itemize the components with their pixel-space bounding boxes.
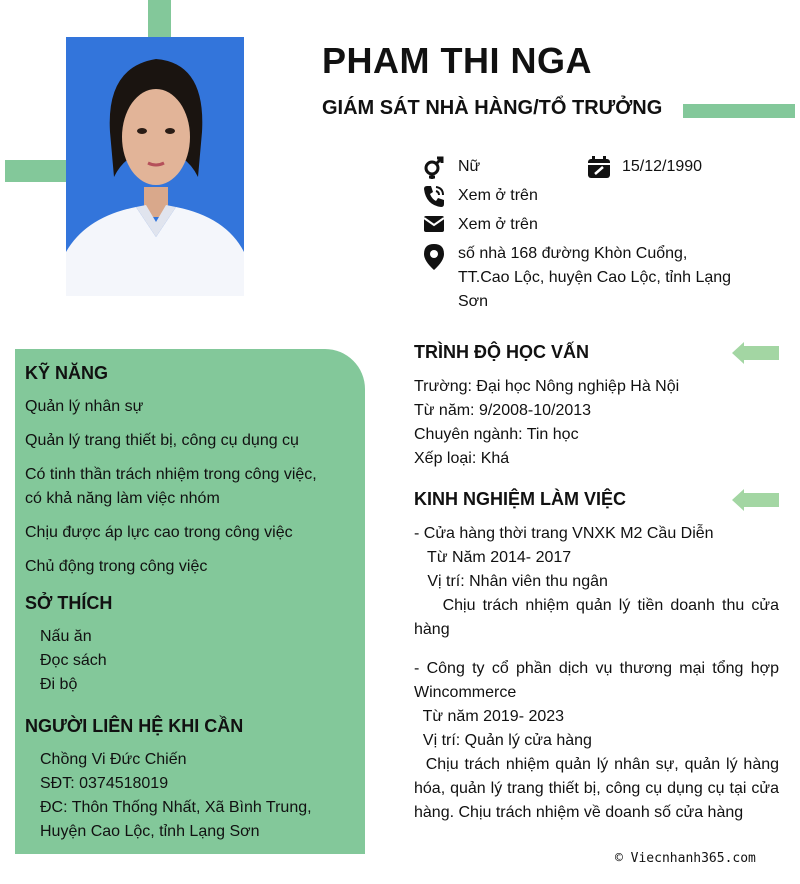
job2-position: Vị trí: Quản lý cửa hàng — [414, 732, 592, 749]
calendar-icon — [587, 155, 611, 179]
arrow-left-icon — [732, 342, 779, 364]
footer-watermark: © Viecnhanh365.com — [615, 851, 756, 866]
deco-bar-title — [683, 104, 795, 118]
map-pin-icon — [422, 243, 446, 271]
job1-company: - Cửa hàng thời trang VNXK M2 Cầu Diễn — [414, 525, 714, 542]
skill-item: Quản lý trang thiết bị, công cụ dụng cụ — [25, 432, 299, 449]
gender-icon — [422, 155, 446, 179]
contact-line: Chồng Vi Đức Chiến — [40, 751, 187, 768]
education-heading: TRÌNH ĐỘ HỌC VẤN — [414, 342, 589, 362]
contact-line: Huyện Cao Lộc, tỉnh Lạng Sơn — [40, 823, 260, 840]
hobbies-heading: SỞ THÍCH — [25, 593, 113, 613]
deco-bar-top — [148, 0, 171, 38]
hobby-item: Nấu ăn — [40, 628, 92, 645]
profile-photo — [66, 37, 244, 296]
envelope-icon — [422, 212, 446, 236]
contact-heading: NGƯỜI LIÊN HỆ KHI CẦN — [25, 716, 244, 736]
candidate-name: PHAM THI NGA — [322, 40, 592, 81]
skill-item: Chịu được áp lực cao trong công việc — [25, 524, 293, 541]
job-title: GIÁM SÁT NHÀ HÀNG/TỔ TRƯỞNG — [322, 97, 663, 119]
education-line: Trường: Đại học Nông nghiệp Hà Nội — [414, 378, 680, 395]
hobby-item: Đọc sách — [40, 652, 107, 669]
birthdate-value: 15/12/1990 — [622, 158, 703, 175]
skills-heading: KỸ NĂNG — [25, 363, 109, 383]
job1-position: Vị trí: Nhân viên thu ngân — [414, 573, 608, 590]
email-value: Xem ở trên — [458, 216, 538, 233]
address-value: số nhà 168 đường Khòn Cuổng, TT.Cao Lộc, huyện Cao Lộc, tỉnh Lạng Sơn — [458, 245, 732, 310]
job2-period: Từ năm 2019- 2023 — [414, 708, 565, 725]
skill-item: Chủ động trong công việc — [25, 558, 208, 575]
job1-duties: Chịu trách nhiệm quản lý tiền doanh thu cửa hàng — [414, 597, 784, 638]
contact-line: SĐT: 0374518019 — [40, 775, 169, 792]
education-line: Từ năm: 9/2008-10/2013 — [414, 402, 592, 419]
arrow-left-icon — [732, 489, 779, 511]
contact-line: ĐC: Thôn Thống Nhất, Xã Bình Trung, — [40, 799, 312, 816]
education-line: Xếp loại: Khá — [414, 450, 510, 467]
gender-value: Nữ — [458, 158, 481, 175]
deco-bar-left — [5, 160, 67, 182]
skill-item: Quản lý nhân sự — [25, 398, 144, 415]
job2-duties: Chịu trách nhiệm quản lý nhân sự, quản lý hàng hóa, quản lý trang thiết bị, công cụ dụng cụ tại cửa hàng. Chịu trách nhiệm về doanh số cửa hàng — [414, 756, 784, 821]
experience-heading: KINH NGHIỆM LÀM VIỆC — [414, 489, 627, 509]
job2-company: - Công ty cổ phần dịch vụ thương mại tổng hợp Wincommerce — [414, 660, 779, 701]
sidebar-panel — [15, 349, 365, 854]
job1-period: Từ Năm 2014- 2017 — [414, 549, 572, 566]
skill-item: có khả năng làm việc nhóm — [25, 490, 220, 507]
phone-value: Xem ở trên — [458, 187, 538, 204]
education-line: Chuyên ngành: Tin học — [414, 426, 579, 443]
phone-icon — [422, 184, 446, 208]
skill-item: Có tinh thần trách nhiệm trong công việc, — [25, 466, 317, 483]
hobby-item: Đi bộ — [40, 676, 78, 693]
